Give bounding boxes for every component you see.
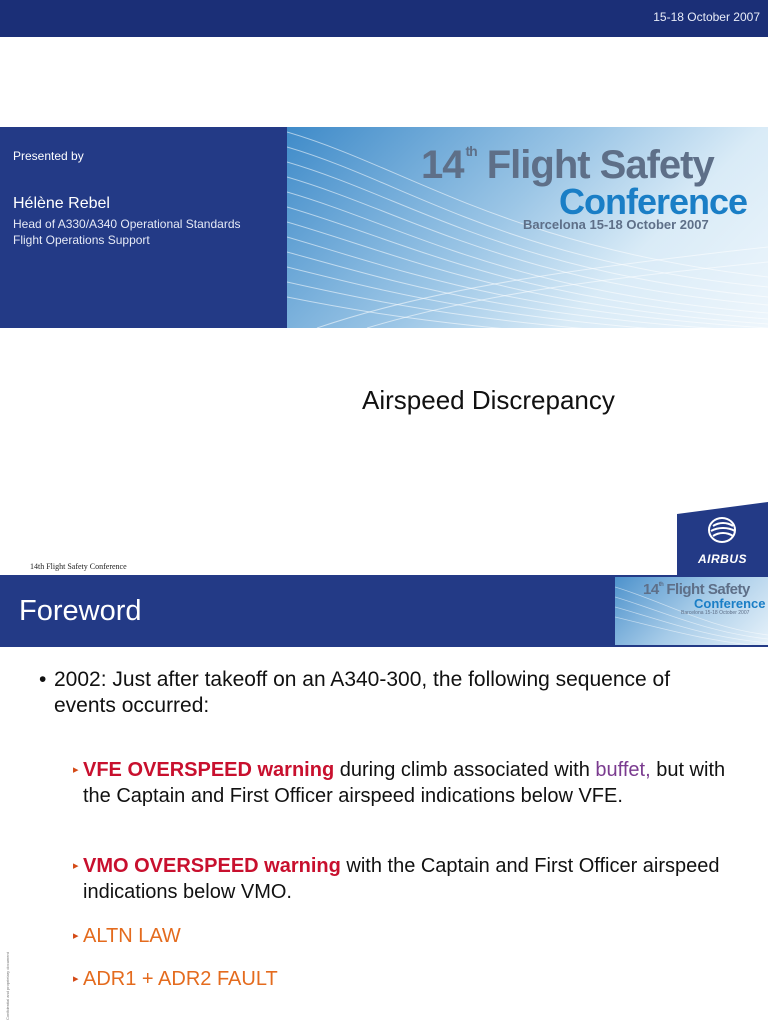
foreword-title: Foreword: [19, 595, 142, 627]
conference-title-line2: Conference: [559, 181, 748, 222]
arrow-icon: ▸: [73, 973, 79, 985]
top-date: 15-18 October 2007: [653, 10, 760, 24]
presenter-department: Flight Operations Support: [13, 233, 150, 247]
sub-bullet-altn-law: [73, 923, 743, 949]
airbus-logo-text: AIRBUS: [697, 552, 747, 566]
vfe-warning: VFE OVERSPEED warning: [83, 759, 335, 781]
arrow-icon: ▸: [73, 930, 79, 942]
sub-bullet-adr-fault: [73, 966, 743, 992]
main-bullet: [39, 667, 689, 719]
bullet-dot: •: [39, 668, 47, 691]
top-strip: [0, 0, 768, 37]
sub-bullet-text: VMO OVERSPEED warning with the Captain and First Officer airspeed indications below VMO.: [83, 855, 720, 903]
mini-conference-banner: [615, 577, 768, 645]
mini-banner-line3: Barcelona 15-18 October 2007: [681, 610, 750, 616]
main-bullet-text: 2002: Just after takeoff on an A340-300, the following sequence of events occurred:: [54, 668, 671, 717]
mini-banner-line1: 14th Flight Safety: [643, 581, 750, 598]
conference-title-line1: 14 $^{th}$ Flight Safety: [421, 143, 714, 187]
conference-place-date: Barcelona 15-18 October 2007: [523, 217, 709, 232]
slide-footer: 14th Flight Safety Conference: [30, 562, 127, 571]
presenter-name: Hélène Rebel: [13, 195, 110, 212]
airbus-emblem-icon: [705, 516, 739, 544]
sub-bullet-vfe: [73, 757, 743, 809]
side-legal-note: Confidential and proprietary document: [5, 952, 10, 1020]
presented-by-label: Presented by: [13, 149, 84, 163]
buffet-text: buffet,: [595, 759, 651, 781]
slide-title: Airspeed Discrepancy: [362, 385, 615, 415]
arrow-icon: ▸: [73, 764, 79, 776]
presenter-role: Head of A330/A340 Operational Standards: [13, 217, 241, 231]
foreword-header: [0, 575, 768, 647]
adr-fault-text: ADR1 + ADR2 FAULT: [83, 968, 278, 990]
arrow-icon: ▸: [73, 860, 79, 872]
presenter-panel: [0, 127, 287, 328]
sub-bullet-vmo: [73, 853, 743, 905]
sub-bullet-text: VFE OVERSPEED warning during climb associated with buffet, but with the Captain and First Officer airspeed indications below VFE.: [83, 759, 726, 807]
title-band: [0, 127, 768, 328]
mini-banner-line2: Conference: [694, 596, 766, 611]
conference-banner: [287, 127, 768, 328]
vmo-warning: VMO OVERSPEED warning: [83, 855, 341, 877]
altn-law-text: ALTN LAW: [83, 925, 181, 947]
airbus-logo: [677, 502, 768, 575]
